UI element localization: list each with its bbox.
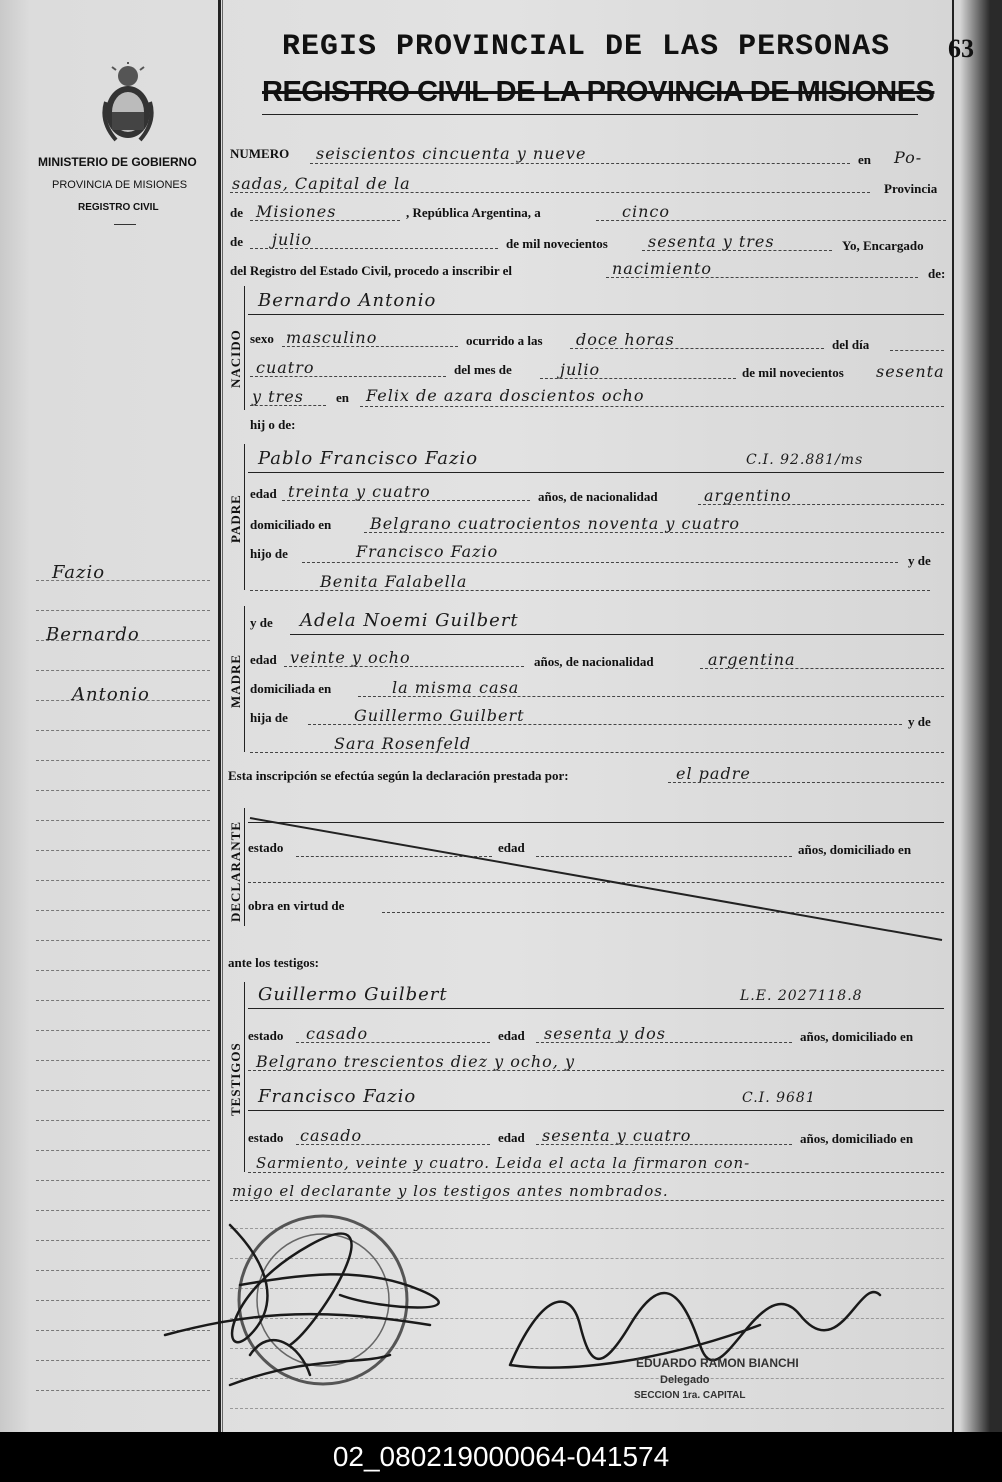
sexo-line bbox=[282, 346, 458, 347]
padre-edad-value: treinta y cuatro bbox=[288, 482, 431, 501]
de2-label: de bbox=[230, 234, 243, 249]
testigo1-edad-label: edad bbox=[498, 1028, 525, 1043]
hora-line bbox=[570, 348, 824, 349]
page-number: 63 bbox=[948, 34, 974, 63]
ministry-title: MINISTERIO DE GOBIERNO bbox=[38, 155, 197, 169]
hijo-label: hij o de: bbox=[250, 417, 296, 432]
padre-domicilio-value: Belgrano cuatrocientos noventa y cuatro bbox=[370, 514, 740, 533]
en-label: en bbox=[858, 152, 871, 167]
acto-line bbox=[606, 277, 918, 278]
testigo2-domicilio-line bbox=[248, 1172, 944, 1173]
madre-nombre-line bbox=[290, 634, 944, 635]
nacido-nombre-line bbox=[248, 314, 944, 315]
del-mes-label: del mes de bbox=[454, 362, 512, 377]
margin-middlename: Antonio bbox=[72, 684, 150, 705]
numero-line bbox=[310, 163, 850, 164]
novecientos-label: de mil novecientos bbox=[506, 236, 608, 251]
madre-domicilio-label: domiciliada en bbox=[250, 681, 332, 696]
nacido-anio-value-1: sesenta bbox=[876, 362, 945, 381]
nacido-dia-line bbox=[250, 376, 446, 377]
anio-value: sesenta y tres bbox=[648, 232, 775, 251]
lugar-label: en bbox=[336, 390, 349, 405]
ministry-rule bbox=[114, 224, 136, 225]
mes-value: julio bbox=[272, 230, 313, 249]
de-label: de bbox=[230, 205, 243, 220]
nacido-section-label: NACIDO bbox=[228, 329, 243, 388]
coat-of-arms-icon bbox=[96, 62, 160, 146]
margin-ruled-line bbox=[36, 1180, 210, 1181]
madre-padre-de: Guillermo Guilbert bbox=[354, 706, 525, 725]
testigo1-estado-line bbox=[296, 1042, 490, 1043]
madre-y-de-label: y de bbox=[250, 615, 273, 630]
margin-ruled-line bbox=[36, 880, 210, 881]
margin-ruled-line bbox=[36, 1120, 210, 1121]
padre-section-label: PADRE bbox=[228, 494, 243, 543]
margin-ruled-line bbox=[36, 820, 210, 821]
lugar-line bbox=[360, 406, 944, 407]
en-value-2: sadas, Capital de la bbox=[232, 174, 411, 193]
margin-ruled-line bbox=[36, 850, 210, 851]
hora-value: doce horas bbox=[576, 330, 675, 349]
padre-domicilio-line bbox=[364, 532, 944, 533]
margin-surname: Fazio bbox=[52, 562, 106, 583]
nacido-bracket bbox=[244, 286, 245, 410]
testigo2-nombre: Francisco Fazio bbox=[258, 1086, 417, 1107]
declarante-obra-label: obra en virtud de bbox=[248, 898, 345, 913]
stamp-official-name: EDUARDO RAMON BIANCHI bbox=[636, 1356, 799, 1370]
nacido-mes-line bbox=[540, 378, 736, 379]
padre-padre-de: Francisco Fazio bbox=[356, 542, 499, 561]
nacido-anio-value-2: y tres bbox=[252, 387, 304, 406]
encargado-label: Yo, Encargado bbox=[842, 238, 924, 253]
testigo2-edad: sesenta y cuatro bbox=[542, 1126, 692, 1145]
testigo1-domicilio-label: años, domiciliado en bbox=[800, 1029, 914, 1044]
testigo2-domicilio-label: años, domiciliado en bbox=[800, 1131, 914, 1146]
padre-madre-de: Benita Falabella bbox=[320, 572, 468, 591]
madre-edad-value: veinte y ocho bbox=[290, 648, 411, 667]
margin-ruled-line bbox=[36, 610, 210, 611]
declarante-strike-line bbox=[248, 816, 948, 946]
madre-section-label: MADRE bbox=[228, 653, 243, 708]
padre-bracket bbox=[244, 444, 245, 590]
en-value-1: Po- bbox=[894, 148, 923, 167]
sexo-value: masculino bbox=[286, 328, 378, 347]
numero-label: NUMERO bbox=[230, 146, 290, 161]
testigo1-edad-line bbox=[536, 1042, 792, 1043]
dia-line bbox=[596, 220, 946, 221]
declaracion-value: el padre bbox=[676, 764, 751, 783]
header-title: REGIS PROVINCIAL DE LAS PERSONAS bbox=[282, 30, 891, 64]
testigo1-edad: sesenta y dos bbox=[544, 1024, 666, 1043]
declarante-bracket bbox=[244, 808, 245, 926]
testigo1-estado-label: estado bbox=[248, 1028, 284, 1043]
testigo2-domicilio: Sarmiento, veinte y cuatro. Leida el acta la firmaron con- bbox=[256, 1154, 751, 1172]
declarante-domicilio-label: años, domiciliado en bbox=[798, 842, 912, 857]
padre-nombre-line bbox=[248, 472, 944, 473]
margin-ruled-line bbox=[36, 700, 210, 701]
del-dia-line bbox=[890, 350, 944, 351]
padre-hijo-label: hijo de bbox=[250, 546, 288, 561]
testigos-section-label: TESTIGOS bbox=[228, 1042, 243, 1116]
madre-y-de-label2: y de bbox=[908, 714, 931, 729]
madre-edad-line bbox=[284, 666, 524, 667]
registro-label: del Registro del Estado Civil, procedo a inscribir el bbox=[230, 263, 513, 278]
declaracion-line bbox=[668, 782, 944, 783]
margin-firstname: Bernardo bbox=[46, 624, 140, 645]
nacido-anio-line bbox=[250, 405, 326, 406]
margin-ruled-line bbox=[36, 910, 210, 911]
margin-ruled-line bbox=[36, 640, 210, 641]
margin-ruled-line bbox=[36, 1090, 210, 1091]
padre-nacionalidad-label: años, de nacionalidad bbox=[538, 489, 658, 504]
padre-nacionalidad-value: argentino bbox=[704, 486, 792, 505]
padre-nombre: Pablo Francisco Fazio bbox=[258, 448, 479, 469]
madre-nacionalidad-line bbox=[700, 668, 944, 669]
margin-ruled-line bbox=[36, 790, 210, 791]
padre-edad-line bbox=[282, 500, 530, 501]
padre-padre-line bbox=[302, 562, 898, 563]
nacido-dia-value: cuatro bbox=[256, 358, 315, 377]
nacido-nombre: Bernardo Antonio bbox=[258, 290, 437, 311]
testigo1-domicilio: Belgrano trescientos diez y ocho, y bbox=[256, 1052, 575, 1071]
testigo2-nombre-line bbox=[248, 1110, 944, 1111]
margin-ruled-line bbox=[36, 1000, 210, 1001]
ocurrido-label: ocurrido a las bbox=[466, 333, 543, 348]
dia-value: cinco bbox=[622, 202, 670, 221]
padre-madre-line bbox=[250, 590, 930, 591]
de3-label: de: bbox=[928, 266, 946, 281]
sexo-label: sexo bbox=[250, 331, 274, 346]
footer-identifier: 02_080219000064-041574 bbox=[0, 1432, 1002, 1482]
stamp-official-role: Delegado bbox=[660, 1374, 710, 1386]
ministry-registry: REGISTRO CIVIL bbox=[78, 202, 159, 213]
nacido-novecientos-label: de mil novecientos bbox=[742, 365, 844, 380]
margin-ruled-line bbox=[36, 730, 210, 731]
margin-ruled-line bbox=[36, 1030, 210, 1031]
republica-label: , República Argentina, a bbox=[406, 205, 541, 220]
declaracion-label: Esta inscripción se efectúa según la declaración prestada por: bbox=[228, 768, 569, 783]
testigo2-edad-line bbox=[536, 1144, 792, 1145]
testigo2-edad-label: edad bbox=[498, 1130, 525, 1145]
declarante-section-label: DECLARANTE bbox=[228, 820, 243, 922]
padre-extra: C.I. 92.881/ms bbox=[746, 452, 864, 468]
anio-line bbox=[642, 250, 832, 251]
testigo2-estado: casado bbox=[300, 1126, 363, 1145]
testigo2-estado-label: estado bbox=[248, 1130, 284, 1145]
padre-edad-label: edad bbox=[250, 486, 277, 501]
testigos-intro: ante los testigos: bbox=[228, 955, 319, 970]
margin-ruled-line bbox=[36, 940, 210, 941]
stamp-official-section: SECCION 1ra. CAPITAL bbox=[634, 1390, 746, 1401]
testigo1-domicilio-line bbox=[248, 1070, 944, 1071]
declarante-estado-label: estado bbox=[248, 840, 284, 855]
del-dia-label: del día bbox=[832, 337, 870, 352]
header-underline bbox=[262, 114, 918, 115]
madre-domicilio-value: la misma casa bbox=[392, 678, 520, 697]
madre-nacionalidad-value: argentina bbox=[708, 650, 796, 669]
testigo2-doc: C.I. 9681 bbox=[742, 1090, 816, 1106]
madre-padre-line bbox=[308, 724, 902, 725]
madre-domicilio-line bbox=[358, 696, 944, 697]
margin-ruled-line bbox=[36, 970, 210, 971]
madre-nombre: Adela Noemi Guilbert bbox=[300, 610, 519, 631]
testigo2-estado-line bbox=[296, 1144, 490, 1145]
mes-line bbox=[250, 248, 498, 249]
madre-bracket bbox=[244, 606, 245, 752]
testigo1-estado: casado bbox=[306, 1024, 369, 1043]
margin-ruled-line bbox=[36, 760, 210, 761]
margin-ruled-line bbox=[36, 1150, 210, 1151]
testigo1-nombre: Guillermo Guilbert bbox=[258, 984, 448, 1005]
numero-value: seiscientos cincuenta y nueve bbox=[316, 144, 587, 163]
signature-scribbles bbox=[160, 1205, 960, 1405]
testigo1-nombre-line bbox=[248, 1008, 944, 1009]
madre-hija-label: hija de bbox=[250, 710, 288, 725]
madre-madre-de: Sara Rosenfeld bbox=[334, 734, 472, 753]
testigos-bracket bbox=[244, 982, 245, 1172]
declarante-edad-label: edad bbox=[498, 840, 525, 855]
padre-y-de-label: y de bbox=[908, 553, 931, 568]
margin-ruled-line bbox=[36, 580, 210, 581]
lugar-value: Felix de azara doscientos ocho bbox=[366, 386, 645, 405]
padre-domicilio-label: domiciliado en bbox=[250, 517, 332, 532]
signature-ruled-line bbox=[230, 1408, 944, 1409]
en-line bbox=[230, 192, 870, 193]
testigo1-doc: L.E. 2027118.8 bbox=[740, 988, 863, 1004]
padre-nacionalidad-line bbox=[698, 504, 944, 505]
madre-edad-label: edad bbox=[250, 652, 277, 667]
cierre-text: migo el declarante y los testigos antes nombrados. bbox=[232, 1182, 669, 1200]
madre-nacionalidad-label: años, de nacionalidad bbox=[534, 654, 654, 669]
provincia-value: Misiones bbox=[256, 202, 337, 221]
header-struck-title: REGISTRO CIVIL DE LA PROVINCIA DE MISIONES bbox=[262, 76, 935, 108]
acto-value: nacimiento bbox=[612, 259, 713, 278]
madre-madre-line bbox=[250, 752, 944, 753]
provincia-label: Provincia bbox=[884, 181, 938, 196]
nacido-mes-value: julio bbox=[560, 360, 601, 379]
margin-ruled-line bbox=[36, 1060, 210, 1061]
ministry-province: PROVINCIA DE MISIONES bbox=[52, 179, 188, 191]
margin-ruled-line bbox=[36, 670, 210, 671]
provincia-line bbox=[250, 220, 400, 221]
